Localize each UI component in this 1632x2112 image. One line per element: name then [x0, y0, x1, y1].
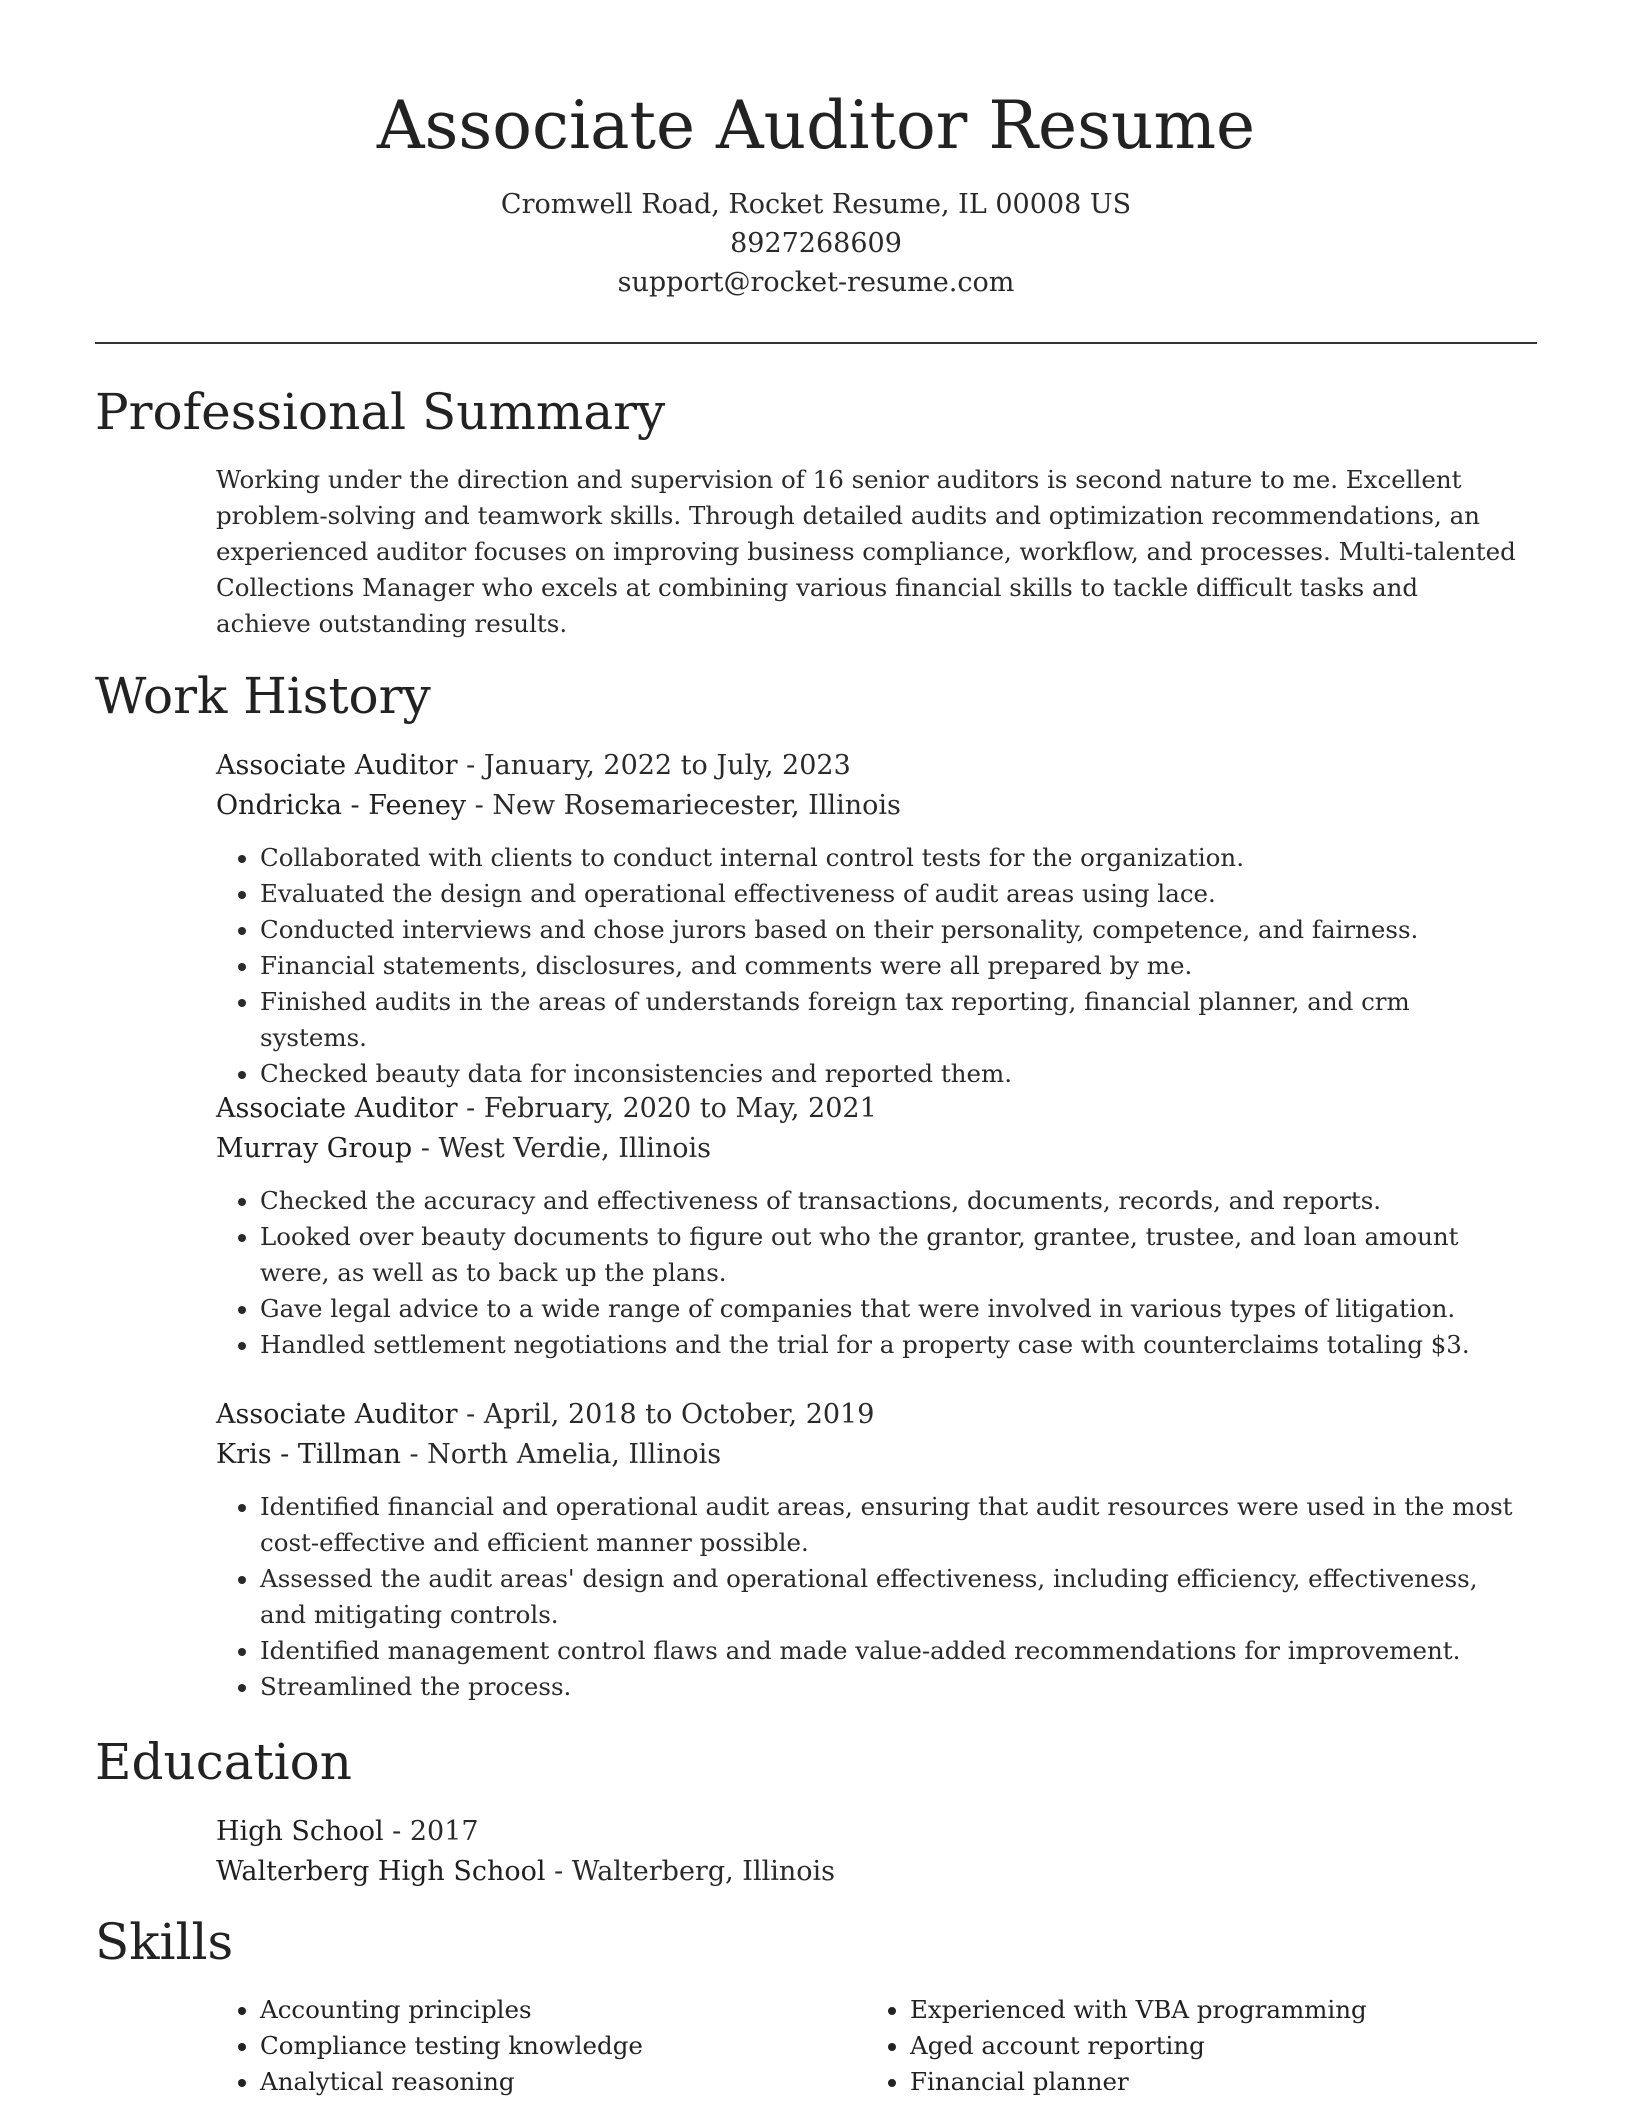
- list-item: • Identified management control flaws and made value-added recommendations for improvement.: [260, 1633, 1516, 1669]
- education-year: - 2017: [383, 1816, 479, 1847]
- list-item: • Checked the accuracy and effectiveness of transactions, documents, records, and reports.: [260, 1183, 1516, 1219]
- job-role: Associate Auditor: [216, 1093, 458, 1124]
- skills-bullets: [216, 1992, 866, 2100]
- job-entry: [216, 1395, 1516, 1705]
- resume-header: [95, 86, 1537, 302]
- contact-email: support@rocket-resume.com: [617, 267, 1015, 298]
- job-company: Kris - Tillman: [216, 1439, 401, 1470]
- contact-phone: 8927268609: [730, 228, 902, 259]
- job-dates: - February, 2020 to May, 2021: [457, 1093, 877, 1124]
- job-role-line: [216, 1395, 1516, 1435]
- job-role-line: [216, 1089, 1516, 1129]
- section-title-skills: Skills: [95, 1913, 234, 1971]
- list-item: • Assessed the audit areas' design and operational effectiveness, including efficiency, effectiveness, and mitigating controls.: [260, 1561, 1516, 1633]
- list-item: • Identified financial and operational audit areas, ensuring that audit resources were used in the most cost-effective and efficient manner possible.: [260, 1489, 1516, 1561]
- education-degree: High School: [216, 1816, 384, 1847]
- job-dates: - April, 2018 to October, 2019: [457, 1399, 875, 1430]
- list-item: • Aged account reporting: [910, 2028, 1516, 2064]
- list-item: • Accounting principles: [260, 1992, 866, 2028]
- job-company: Murray Group: [216, 1133, 413, 1164]
- list-item: • Gave legal advice to a wide range of companies that were involved in various types of litigation.: [260, 1291, 1516, 1327]
- list-item: • Collaborated with clients to conduct internal control tests for the organization.: [260, 840, 1516, 876]
- education-school-line: [216, 1852, 1516, 1892]
- list-item: • Evaluated the design and operational effectiveness of audit areas using lace.: [260, 876, 1516, 912]
- list-item: • Financial planner: [910, 2064, 1516, 2100]
- list-item: • Handled settlement negotiations and the trial for a property case with counterclaims totaling $3.: [260, 1327, 1516, 1363]
- section-title-work-history: Work History: [95, 667, 431, 725]
- list-item: • Compliance testing knowledge: [260, 2028, 866, 2064]
- contact-address: Cromwell Road, Rocket Resume, IL 00008 US: [500, 189, 1132, 220]
- education-location: - Walterberg, Illinois: [545, 1856, 835, 1887]
- list-item: • Looked over beauty documents to figure out who the grantor, grantee, trustee, and loan amount were, as well as to back up the plans.: [260, 1219, 1516, 1291]
- job-dates: - January, 2022 to July, 2023: [457, 750, 851, 781]
- job-bullets: [216, 840, 1516, 1092]
- job-role: Associate Auditor: [216, 750, 458, 781]
- job-company-line: [216, 1435, 1516, 1475]
- list-item: • Experienced with VBA programming: [910, 1992, 1516, 2028]
- job-location: - West Verdie, Illinois: [412, 1133, 711, 1164]
- job-company-line: [216, 786, 1516, 826]
- skills-bullets: [866, 1992, 1516, 2100]
- list-item: • Financial statements, disclosures, and comments were all prepared by me.: [260, 948, 1516, 984]
- job-role: Associate Auditor: [216, 1399, 458, 1430]
- header-divider: [95, 342, 1537, 344]
- list-item: • Streamlined the process.: [260, 1669, 1516, 1705]
- skills-list: [216, 1992, 1536, 2100]
- resume-title: Associate Auditor Resume: [376, 87, 1256, 164]
- job-entry: [216, 746, 1516, 1092]
- education-school: Walterberg High School: [216, 1856, 546, 1887]
- job-company: Ondricka - Feeney: [216, 790, 467, 821]
- job-bullets: [216, 1489, 1516, 1705]
- list-item: • Finished audits in the areas of understands foreign tax reporting, financial planner, and crm systems.: [260, 984, 1516, 1056]
- job-location: - North Amelia, Illinois: [400, 1439, 722, 1470]
- education-entry: [216, 1812, 1516, 1892]
- education-degree-line: [216, 1812, 1516, 1852]
- list-item: • Analytical reasoning: [260, 2064, 866, 2100]
- section-title-education: Education: [95, 1733, 352, 1791]
- job-role-line: [216, 746, 1516, 786]
- skills-column-left: [216, 1992, 866, 2100]
- job-entry: [216, 1089, 1516, 1363]
- skills-column-right: [866, 1992, 1516, 2100]
- job-location: - New Rosemariecester, Illinois: [466, 790, 901, 821]
- section-title-summary: Professional Summary: [95, 383, 666, 441]
- list-item: • Checked beauty data for inconsistencies and reported them.: [260, 1056, 1516, 1092]
- job-company-line: [216, 1129, 1516, 1169]
- job-bullets: [216, 1183, 1516, 1363]
- list-item: • Conducted interviews and chose jurors based on their personality, competence, and fairness.: [260, 912, 1516, 948]
- summary-text: Working under the direction and supervision of 16 senior auditors is second nature to me. Excellent problem-solving and teamwork skills. Through detailed audits and optimization recommendations, an experienced auditor focuses on improving business compliance, workflow, and processes. Multi-talented Collections Manager who excels at combining various financial skills to tackle difficult tasks and achieve outstanding results.: [216, 465, 1516, 638]
